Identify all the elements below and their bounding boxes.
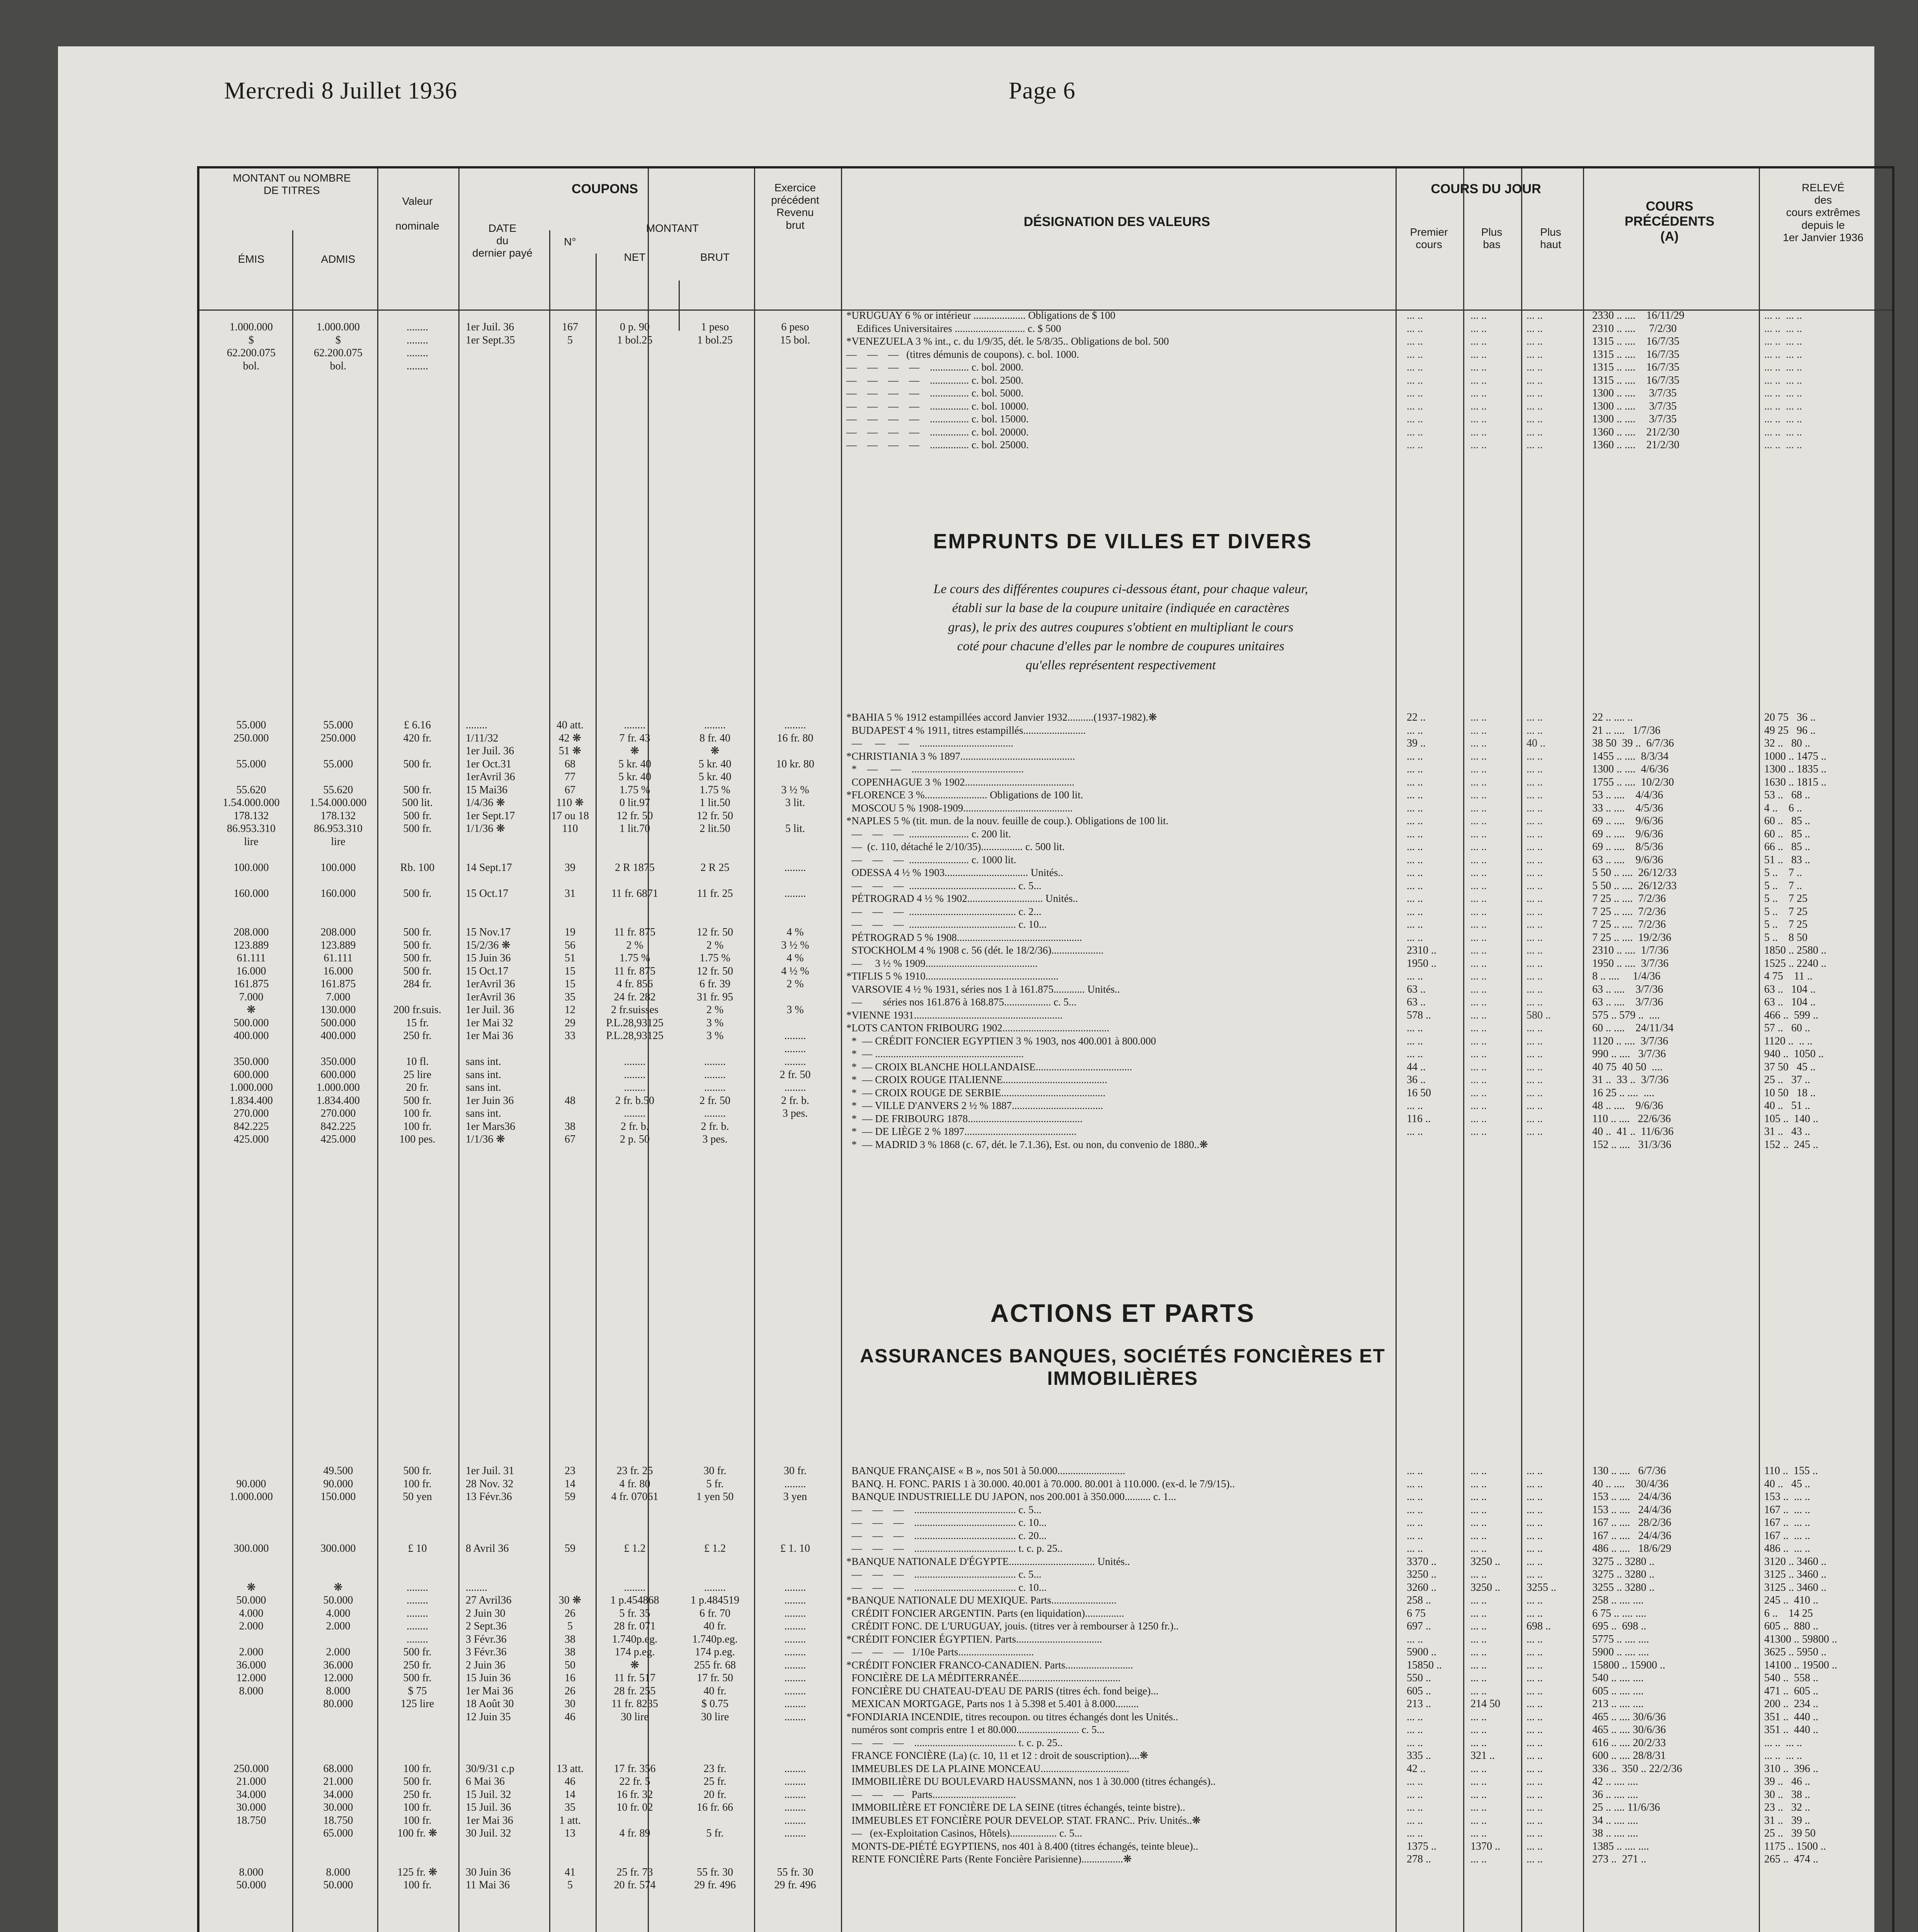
uruguay-emis: 1.000.000 $ 62.200.075 bol. (227, 321, 276, 372)
header-admis: ADMIS (321, 253, 356, 265)
emprunts-valeur: £ 6.16 420 fr. 500 fr. 500 fr. 500 lit. 500 fr. 500 fr. Rb. 100 500 fr. 500 fr. 500 fr. 500 fr. 500 fr. 284 fr. 200 fr.suis. 15 fr. 250 fr. 10 fl. 25 lire 20 fr. 500 fr. 100 fr. 100 fr. 100 pes. (393, 719, 441, 1145)
assurances-valeur: 500 fr. 100 fr. 50 yen £ 10 ........ ........ ........ ........ ........ 500 fr. 250 fr. 500 fr. $ 75 125 lire 100 fr. 500 fr. 250 fr. 100 fr. 100 fr. 100 fr. ❋ 125 fr. ❋ 100 fr. (397, 1465, 437, 1891)
emprunts-admis: 55.000 250.000 55.000 55.620 1.54.000.000 178.132 86.953.310 lire 100.000 160.000 208.000 123.889 61.111 16.000 161.875 7.000 130.000 500.000 400.000 350.000 600.000 1.000.000 1.834.400 270.000 842.225 425.000 (310, 719, 367, 1145)
header-montant: MONTANT ou NOMBRE DE TITRES (233, 172, 351, 197)
header-date-coupon: DATE du dernier payé (472, 222, 533, 259)
emprunts-emis: 55.000 250.000 55.000 55.620 1.54.000.000 178.132 86.953.310 lire 100.000 160.000 208.000 123.889 61.111 16.000 161.875 7.000 ❋ 500.000 400.000 350.000 600.000 1.000.000 1.834.400 270.000 842.225 425.000 (223, 719, 280, 1145)
header-valeur: Valeur nominale (395, 195, 439, 232)
uruguay-premier: ... .. ... .. ... .. ... .. ... .. ... .. ... .. ... .. ... .. ... .. ... .. (1407, 310, 1423, 451)
col-rule (841, 168, 842, 1932)
assurances-releve: 110 .. 155 .. 40 .. 45 .. 153 .. ... .. 167 .. ... .. 167 .. ... .. 167 .. ... .. 486 .. ... .. 3120 .. 3460 .. 3125 .. 3460 .. 3125 .. 3460 .. 245 .. 410 .. 6 .. 14 25 605 .. 880 .. 41300 .. 59800 .. 3625 .. 5950 .. 14100 .. 19500 .. 540 .. 558 .. 471 .. 605 .. 200 .. 234 .. 351 .. 440 .. 351 .. 440 .. ... .. ... .. ... .. ... .. 310 .. 396 .. 39 .. 46 .. 30 .. 38 .. 23 .. 32 .. 31 .. 39 .. 25 .. 39 50 1175 .. 1500 .. 265 .. 474 .. (1764, 1465, 1837, 1865)
uruguay-haut: ... .. ... .. ... .. ... .. ... .. ... .. ... .. ... .. ... .. ... .. ... .. (1527, 310, 1543, 451)
emprunts-releve: 20 75 36 .. 49 25 96 .. 32 .. 80 .. 1000 .. 1475 .. 1300 .. 1835 .. 1630 .. 1815 .. 53 .. 68 .. 4 .. 6 .. 60 .. 85 .. 60 .. 85 .. 66 .. 85 .. 51 .. 83 .. 5 .. 7 .. 5 .. 7 .. 5 .. 7 25 5 .. 7 25 5 .. 7 25 5 .. 8 50 1850 .. 2580 .. 1525 .. 2240 .. 4 75 11 .. 63 .. 104 .. 63 .. 104 .. 466 .. 599 .. 57 .. 60 .. 1120 .. .. .. 940 .. 1050 .. 37 50 45 .. 25 .. 37 .. 10 50 18 .. 40 .. 51 .. 105 .. 140 .. 31 .. 43 .. 152 .. 245 .. (1764, 711, 1826, 1151)
section-assurances: ASSURANCES BANQUES, SOCIÉTÉS FONCIÈRES ET IMMOBILIÈRES (860, 1345, 1385, 1389)
header-net: NET (624, 251, 646, 263)
assurances-bas: ... .. ... .. ... .. ... .. ... .. ... .. ... .. 3250 .. ... .. 3250 .. ... .. ... .. ... .. ... .. ... .. ... .. ... .. ... .. 214 50 ... .. ... .. ... .. 321 .. ... .. ... .. ... .. ... .. ... .. ... .. 1370 .. ... .. (1470, 1465, 1500, 1865)
uruguay-date: 1er Juil. 36 1er Sept.35 (466, 321, 515, 346)
assurances-date: 1er Juil. 31 28 Nov. 32 13 Févr.36 8 Avril 36 ........ 27 Avril36 2 Juin 30 2 Sept.36 3 Févr.36 3 Févr.36 2 Juin 36 15 Juin 36 1er Mai 36 18 Août 30 12 Juin 35 30/9/31 c.p 6 Mai 36 15 Juil. 32 15 Juil. 36 1er Mai 36 30 Juil. 32 30 Juin 36 11 Mai 36 (466, 1465, 514, 1891)
assurances-net: 23 fr. 25 4 fr. 80 4 fr. 07061 £ 1.2 ........ 1 p.454868 5 fr. 35 28 fr. 071 1.740p.eg. 174 p.eg. ❋ 11 fr. 517 28 fr. 255 11 fr. 8235 30 lire 17 fr. 356 22 fr. 5 16 fr. 32 10 fr. 02 4 fr. 89 25 fr. 73 20 fr. 574 (610, 1465, 659, 1891)
header-plus-haut: Plus haut (1540, 226, 1561, 251)
header-no: N° (564, 236, 576, 248)
emprunts-premier: 22 .. ... .. 39 .. ... .. ... .. ... .. ... .. ... .. ... .. ... .. ... .. ... .. ... .. ... .. ... .. ... .. ... .. ... .. 2310 .. 1950 .. ... .. 63 .. 63 .. 578 .. ... .. ... .. ... .. 44 .. 36 .. 16 50 ... .. 116 .. ... .. (1407, 711, 1436, 1138)
page-number: Page 6 (1009, 78, 1076, 104)
uruguay-admis: 1.000.000 $ 62.200.075 bol. (314, 321, 362, 372)
issue-date: Mercredi 8 Juillet 1936 (224, 78, 458, 104)
col-rule (1396, 168, 1397, 1932)
running-header (224, 77, 1821, 112)
assurances-no: 23 14 59 59 30 ❋ 26 5 38 38 50 16 26 30 46 13 att. 46 14 35 1 att. 13 41 5 (557, 1465, 584, 1891)
section-actions-parts: ACTIONS ET PARTS (990, 1299, 1255, 1327)
uruguay-brut: 1 peso 1 bol.25 (697, 321, 733, 346)
emprunts-cours-precedents: 22 .. .... .. 21 .. .... 1/7/36 38 50 39 .. 6/7/36 1455 .. .... 8/3/34 1300 .. .... 4/6/36 1755 .. .... 10/2/30 53 .. .... 4/4/36 33 .. .... 4/5/36 69 .. .... 9/6/36 69 .. .... 9/6/36 69 .. .... 8/5/36 63 .. .... 9/6/36 5 50 .. .... 26/12/33 5 50 .. .... 26/12/33 7 25 .. .... 7/2/36 7 25 .. .... 7/2/36 7 25 .. .... 7/2/36 7 25 .. .... 19/2/36 2310 .. .... 1/7/36 1950 .. .... 3/7/36 8 .. .... 1/4/36 63 .. .... 3/7/36 63 .. .... 3/7/36 575 .. 579 .. .... 60 .. .... 24/11/34 1120 .. .... 3/7/36 990 .. .... 3/7/36 40 75 40 50 .... 31 .. 33 .. 3/7/36 16 25 .. .... .... 48 .. .... 9/6/36 110 .. .... 22/6/36 40 .. 41 .. 11/6/36 152 .. .... 31/3/36 (1592, 711, 1677, 1151)
assurances-premier: ... .. ... .. ... .. ... .. ... .. ... .. ... .. 3370 .. 3250 .. 3260 .. 258 .. 6 75 697 .. ... .. 5900 .. 15850 .. 550 .. 605 .. 213 .. ... .. ... .. ... .. 335 .. 42 .. ... .. ... .. ... .. ... .. ... .. 1375 .. 278 .. (1407, 1465, 1442, 1865)
emprunts-bas: ... .. ... .. ... .. ... .. ... .. ... .. ... .. ... .. ... .. ... .. ... .. ... .. ... .. ... .. ... .. ... .. ... .. ... .. ... .. ... .. ... .. ... .. ... .. ... .. ... .. ... .. ... .. ... .. ... .. ... .. ... .. ... .. ... .. (1470, 711, 1487, 1138)
emprunts-revenu: ........ 16 fr. 80 10 kr. 80 3 ½ % 3 lit. 5 lit. ........ ........ 4 % 3 ½ % 4 % 4 ½ % 2 % 3 % ........ ........ ........ 2 fr. 50 ........ 2 fr. b. 3 pes. (776, 719, 814, 1119)
assurances-brut: 30 fr. 5 fr. 1 yen 50 £ 1.2 ........ 1 p.484519 6 fr. 70 40 fr. 1.740p.eg. 174 p.eg. 255 fr. 68 17 fr. 50 40 fr. $ 0.75 30 lire 23 fr. 25 fr. 20 fr. 16 fr. 66 5 fr. 55 fr. 30 29 fr. 496 (691, 1465, 739, 1891)
emprunts-net: ........ 7 fr. 43 ❋ 5 kr. 40 5 kr. 40 1.75 % 0 lit.97 12 fr. 50 1 lit.70 2 R 1875 11 fr. 6871 11 fr. 875 2 % 1.75 % 11 fr. 875 4 fr. 856 24 fr. 282 2 fr.suisses P.L.28,93125 P.L.28,93125 ........ ........ ........ 2 fr. b.50 ........ 2 fr. b. 2 p. 50 (606, 719, 664, 1145)
uruguay-bas: ... .. ... .. ... .. ... .. ... .. ... .. ... .. ... .. ... .. ... .. ... .. (1470, 310, 1487, 451)
emprunts-designation: *BAHIA 5 % 1912 estampillées accord Janvier 1932..........(1937-1982).❋ BUDAPEST 4 % 1911, titres estampillés........................ — — — .................................... *CHRISTIANIA 3 % 1897............................................ * — — ........................................... COPENHAGUE 3 % 1902.......................................... *FLORENCE 3 %........................ Obligations de 100 lit. MOSCOU 5 % 1908-1909.......................................... *NAPLES 5 % (tit. mun. de la nouv. feuille de coup.). Obligations de 100 lit. — — — ....................... c. 200 lit. — (c. 110, détaché le 2/10/35)................ c. 500 lit. — — — ....................... c. 1000 lit. ODESSA 4 ½ % 1903................................ Unités.. — — — ......................................... c. 5... PÉTROGRAD 4 ½ % 1902............................. Unités.. — — — ......................................... c. 2... — — — ......................................... c. 10... PÉTROGRAD 5 % 1908................................................ STOCKHOLM 4 % 1908 c. 56 (dét. le 18/2/36).................... — 3 ½ % 1909........................................... *TIFLIS 5 % 1910................................................... VARSOVIE 4 ½ % 1931, séries nos 1 à 161.875............ Unités.. — séries nos 161.876 à 168.875.................. c. 5... *VIENNE 1931......................................................... *LOTS CANTON FRIBOURG 1902......................................... * — CRÉDIT FONCIER EGYPTIEN 3 % 1903, nos 400.001 à 800.000 * — ......................................................... * — CROIX BLANCHE HOLLANDAISE..................................... * — CROIX ROUGE ITALIENNE........................................ * — CROIX ROUGE DE SERBIE........................................ * — VILLE D'ANVERS 2 ½ % 1887................................... * — DE FRIBOURG 1878............................................ * — DE LIÈGE 2 % 1897........................................... * — MADRID 3 % 1868 (c. 67, dét. le 7.1.36), Est. ou non, du convenio de 1880..❋ (846, 711, 1208, 1150)
assurances-revenu: 30 fr. ........ 3 yen £ 1. 10 ........ ........ ........ ........ ........ ........ ........ ........ ........ ........ ........ ........ ........ ........ ........ ........ ........ 55 fr. 30 29 fr. 496 (774, 1465, 816, 1891)
header-emis: ÉMIS (238, 253, 265, 265)
assurances-admis: 49.500 90.000 150.000 300.000 ❋ 50.000 4.000 2.000 2.000 36.000 12.000 8.000 80.000 68.000 21.000 34.000 30.000 18.750 65.000 8.000 50.000 (320, 1465, 356, 1891)
emprunts-note: Le cours des différentes coupures ci-dessous étant, pour chaque valeur, établi sur la base de la coupure unitaire (indiquée en caractères gras), le prix des autres coupures s'obtient en multipliant le cours coté pour chacune d'elles par le nombre de coupures unitaires qu'elles représentent respectivement (933, 582, 1308, 673)
col-rule (754, 168, 755, 1932)
emprunts-brut: ........ 8 fr. 40 ❋ 5 kr. 40 5 kr. 40 1.75 % 1 lit.50 12 fr. 50 2 lit.50 2 R 25 11 fr. 25 12 fr. 50 2 % 1.75 % 12 fr. 50 6 fr. 39 31 fr. 95 2 % 3 % 3 % ........ ........ ........ 2 fr. 50 ........ 2 fr. b. 3 pes. (696, 719, 734, 1145)
header-brut: BRUT (700, 251, 730, 263)
assurances-haut: ... .. ... .. ... .. ... .. ... .. ... .. ... .. ... .. ... .. 3255 .. ... .. ... .. 698 .. ... .. ... .. ... .. ... .. ... .. ... .. ... .. ... .. ... .. ... .. ... .. ... .. ... .. ... .. ... .. ... .. ... .. ... .. (1527, 1465, 1556, 1865)
uruguay-revenu: 6 peso 15 bol. (780, 321, 810, 346)
uruguay-net: 0 p. 90 1 bol.25 (617, 321, 653, 346)
emprunts-no: 40 att. 42 ❋ 51 ❋ 68 77 67 110 ❋ 17 ou 18 110 39 31 19 56 51 15 15 35 12 29 33 48 38 67 (551, 719, 589, 1145)
emprunts-date: ........ 1/11/32 1er Juil. 36 1er Oct.31 1erAvril 36 15 Mai36 1/4/36 ❋ 1er Sept.17 1/1/36 ❋ 14 Sept.17 15 Oct.17 15 Nov.17 15/2/36 ❋ 15 Juin 36 15 Oct.17 1erAvril 36 1erAvril 36 1er Juil. 36 1er Mai 32 1er Mai 36 sans int. sans int. sans int. 1er Juin 36 sans int. 1er Mars36 1/1/36 ❋ (466, 719, 516, 1145)
header-premier: Premier cours (1410, 226, 1448, 251)
header-designation: DÉSIGNATION DES VALEURS (1023, 214, 1210, 229)
header-exercice: Exercice précédent Revenu brut (771, 182, 819, 231)
header-montant-coupon: MONTANT (646, 222, 699, 234)
header-coupons: COUPONS (572, 182, 638, 196)
uruguay-designation: *URUGUAY 6 % or intérieur .................... Obligations de $ 100 Edifices Universitaires ........................... c. $ 500 *VENEZUELA 3 % int., c. du 1/9/35, dét. le 5/8/35.. Obligations de bol. 500 — — — (titres démunis de coupons). c. bol. 1000. — — — — ............... c. bol. 2000. — — — — ............... c. bol. 2500. — — — — ............... c. bol. 5000. — — — — ............... c. bol. 10000. — — — — ............... c. bol. 15000. — — — — ............... c. bol. 20000. — — — — ............... c. bol. 25000. (846, 310, 1169, 451)
header-releve: RELEVÉ des cours extrêmes depuis le 1er Janvier 1936 (1783, 182, 1864, 243)
uruguay-cours-precedents: 2330 .. .... 16/11/29 2310 .. .... 7/2/30 1315 .. .... 16/7/35 1315 .. .... 16/7/35 1315 .. .... 16/7/35 1315 .. .... 16/7/35 1300 .. .... 3/7/35 1300 .. .... 3/7/35 1300 .. .... 3/7/35 1360 .. .... 21/2/30 1360 .. .... 21/2/30 (1592, 310, 1685, 451)
section-emprunts: EMPRUNTS DE VILLES ET DIVERS (933, 530, 1312, 553)
assurances-cours-precedents: 130 .. .... 6/7/36 40 .. .... 30/4/36 153 .. .... 24/4/36 153 .. .... 24/4/36 167 .. .... 28/2/36 167 .. .... 24/4/36 486 .. .... 18/6/29 3275 .. 3280 .. 3275 .. 3280 .. 3255 .. 3280 .. 258 .. .... .... 6 75 .. .... .... 695 .. 698 .. 5775 .. .... .... 5900 .. .... .... 15800 .. 15900 .. 540 .. .... .... 605 .. .... .... 213 .. .... .... 465 .. .... 30/6/36 465 .. .... 30/6/36 616 .. .... 20/2/33 600 .. .... 28/8/31 336 .. 350 .. 22/2/36 42 .. .... .... 36 .. .... .... 25 .. .... 11/6/36 34 .. .... .... 38 .. .... .... 1385 .. .... .... 273 .. 271 .. (1592, 1465, 1682, 1865)
header-plus-bas: Plus bas (1481, 226, 1503, 251)
uruguay-no: 167 5 (562, 321, 578, 346)
header-cours-du-jour: COURS DU JOUR (1431, 182, 1541, 196)
emprunts-haut: ... .. ... .. 40 .. ... .. ... .. ... .. ... .. ... .. ... .. ... .. ... .. ... .. ... .. ... .. ... .. ... .. ... .. ... .. ... .. ... .. ... .. ... .. ... .. 580 .. ... .. ... .. ... .. ... .. ... .. ... .. ... .. ... .. ... .. (1527, 711, 1551, 1138)
assurances-emis: 90.000 1.000.000 300.000 ❋ 50.000 4.000 2.000 2.000 36.000 12.000 8.000 250.000 21.000 34.000 30.000 18.750 8.000 50.000 (230, 1478, 273, 1891)
header-cours-precedents: COURS PRÉCÉDENTS (A) (1624, 199, 1715, 244)
uruguay-valeur: ........ ........ ........ ........ (407, 321, 428, 372)
uruguay-releve: ... .. ... .. ... .. ... .. ... .. ... .. ... .. ... .. ... .. ... .. ... .. ... .. ... .. ... .. ... .. ... .. ... .. ... .. ... .. ... .. ... .. ... .. (1764, 310, 1802, 451)
assurances-designation: BANQUE FRANÇAISE « B », nos 501 à 50.000.......................... BANQ. H. FONC. PARIS 1 à 30.000. 40.001 à 70.000. 80.001 à 110.000. (ex-d. le 7/9/15).. BANQUE INDUSTRIELLE DU JAPON, nos 200.001 à 350.000.......... c. 1... — — — ....................................... c. 5... — — — ....................................... c. 10... — — — ....................................... c. 20... — — — ....................................... t. c. p. 25.. *BANQUE NATIONALE D'ÉGYPTE................................. Unités.. — — — ....................................... c. 5... — — — ....................................... c. 10... *BANQUE NATIONALE DU MEXIQUE. Parts......................... CRÉDIT FONCIER ARGENTIN. Parts (en liquidation)............... CRÉDIT FONC. DE L'URUGUAY, jouis. (titres ver à rembourser à 1250 fr.).. *CRÉDIT FONCIER ÉGYPTIEN. Parts................................. — — — 1/10e Parts............................. *CRÉDIT FONCIER FRANCO-CANADIEN. Parts.......................... FONCIÈRE DE LA MÉDITERRANÉE....................................... FONCIÈRE DU CHATEAU-D'EAU DE PARIS (titres éch. fond beige)... MEXICAN MORTGAGE, Parts nos 1 à 5.398 et 5.401 à 8.000......... *FONDIARIA INCENDIE, titres recoupon. ou titres échangés dont les Unités.. numéros sont compris entre 1 et 80.000........................ c. 5... — — — ....................................... t. c. p. 25.. FRANCE FONCIÈRE (La) (c. 10, 11 et 12 : droit de souscription)....❋ IMMEUBLES DE LA PLAINE MONCEAU.................................. IMMOBILIÈRE DU BOULEVARD HAUSSMANN, nos 1 à 30.000 (titres échangés).. — — — Parts................................ IMMOBILIÈRE ET FONCIÈRE DE LA SEINE (titres échangés, teinte bistre).. IMMEUBLES ET FONCIÈRE POUR DEVELOP. STAT. FRANC.. Priv. Unités..❋ — (ex-Exploitation Casinos, Hôtels).................. c. 5... MONTS-DE-PIÉTÉ EGYPTIENS, nos 401 à 8.400 (titres échangés, teinte bleue).. RENTE FONCIÈRE Parts (Rente Foncière Parisienne)................❋ (846, 1465, 1235, 1865)
